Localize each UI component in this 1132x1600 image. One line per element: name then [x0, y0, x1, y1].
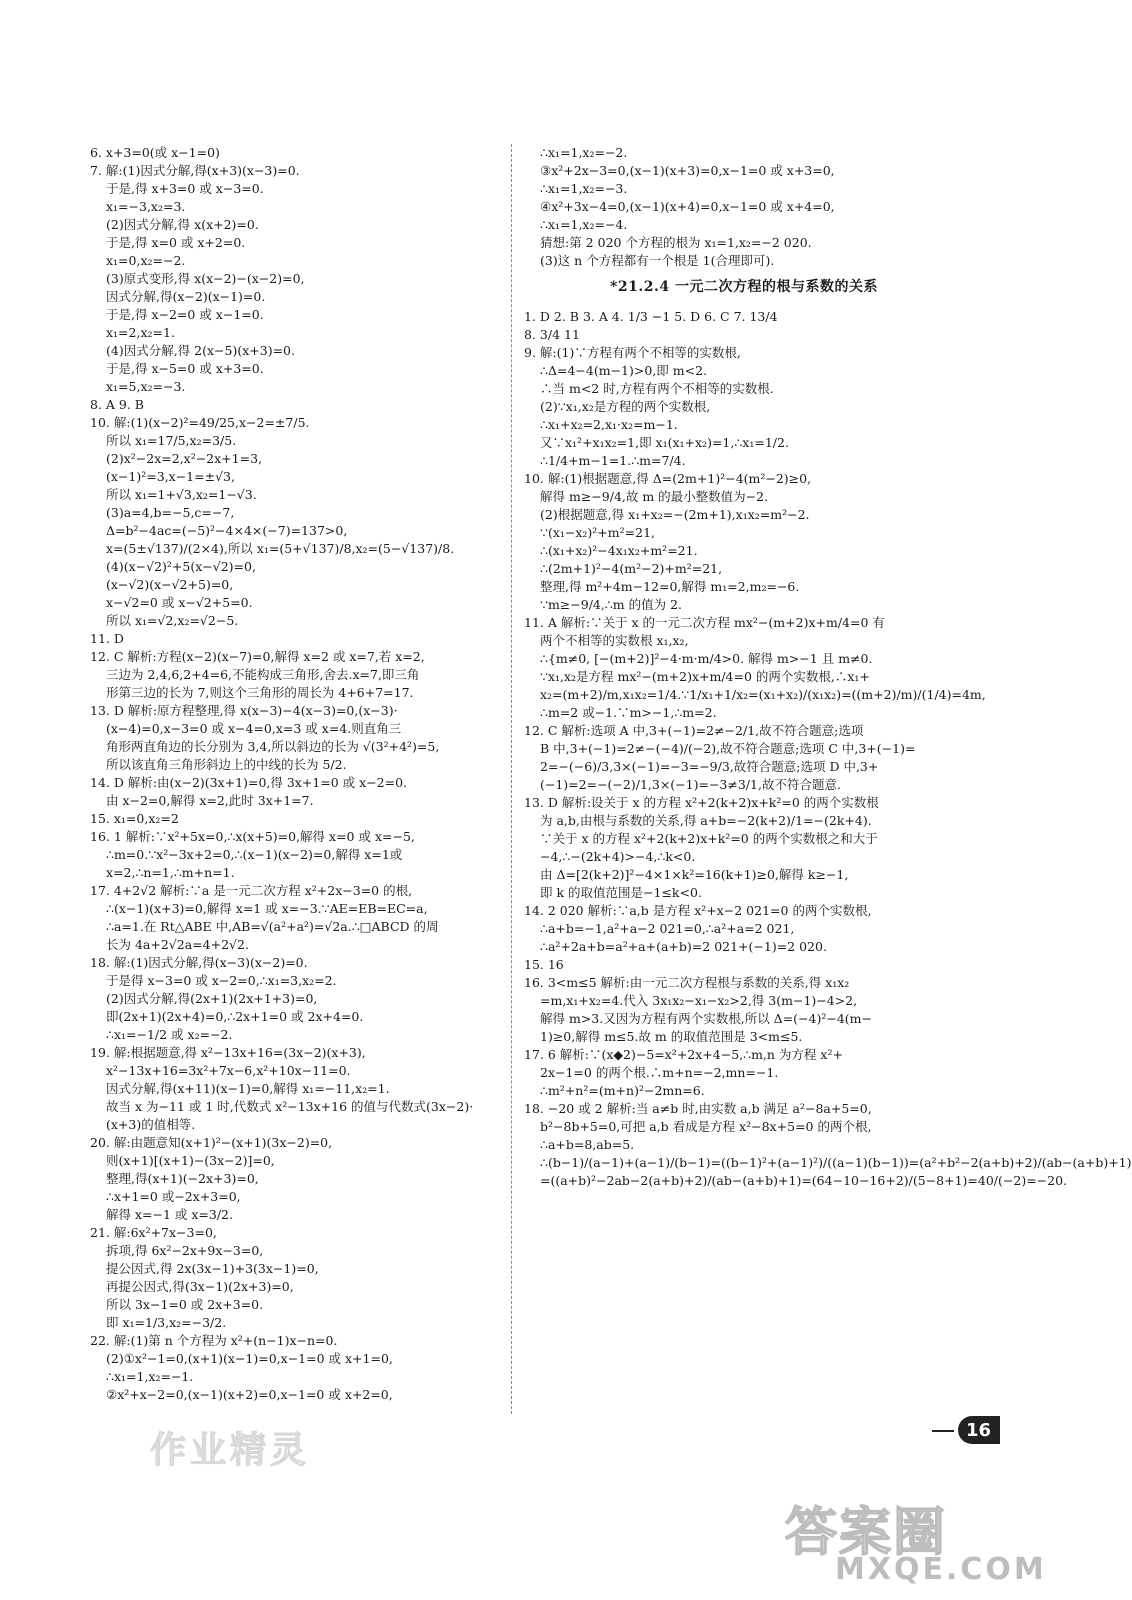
answer-line: ∴(x₁+x₂)²−4x₁x₂+m²=21.	[540, 543, 698, 558]
answer-item: 6. x+3=0(或 x−1=0)	[90, 145, 220, 160]
answer-item: 17. 4+2√2 解析:∵a 是一元二次方程 x²+2x−3=0 的根,	[90, 883, 413, 898]
answer-line: 2x−1=0 的两个根.∴m+n=−2,mn=−1.	[540, 1065, 779, 1080]
answer-line: 为 a,b,由根与系数的关系,得 a+b=−2(k+2)/1=−(2k+4).	[540, 813, 872, 828]
answer-line: ∴当 m<2 时,方程有两个不相等的实数根.	[540, 381, 774, 396]
answer-item: 22. 解:(1)第 n 个方程为 x²+(n−1)x−n=0.	[90, 1333, 338, 1348]
answer-item: 20. 解:由题意知(x+1)²−(x+1)(3x−2)=0,	[90, 1135, 333, 1150]
answer-line: 于是得 x−3=0 或 x−2=0,∴x₁=3,x₂=2.	[106, 973, 337, 988]
answer-line: ∴x+1=0 或−2x+3=0,	[106, 1189, 241, 1204]
answer-line: ∴m=2 或−1.∵m>−1,∴m=2.	[540, 705, 717, 720]
answer-line: ∴(2m+1)²−4(m²−2)+m²=21,	[540, 561, 723, 576]
answer-line: 即 k 的取值范围是−1≤k<0.	[540, 885, 702, 900]
answer-line: (2)根据题意,得 x₁+x₂=−(2m+1),x₁x₂=m²−2.	[540, 507, 810, 522]
answer-line: 1)≥0,解得 m≤5.故 m 的取值范围是 3<m≤5.	[540, 1029, 803, 1044]
answer-line: (3)原式变形,得 x(x−2)−(x−2)=0,	[106, 271, 305, 286]
watermark-right-small: MXQE.COM	[835, 1552, 1047, 1587]
watermark-right-logo	[765, 1490, 1047, 1600]
answer-line: ∴x₁+x₂=2,x₁·x₂=m−1.	[540, 417, 678, 432]
answer-line: ∵m≥−9/4,∴m 的值为 2.	[540, 597, 683, 612]
answer-line: b²−8b+5=0,可把 a,b 看成是方程 x²−8x+5=0 的两个根,	[540, 1119, 872, 1134]
answer-line: 于是,得 x−2=0 或 x−1=0.	[106, 307, 264, 322]
answer-item: 14. 2 020 解析:∵a,b 是方程 x²+x−2 021=0 的两个实数根,	[524, 903, 872, 918]
answer-item: 19. 解:根据题意,得 x²−13x+16=(3x−2)(x+3),	[90, 1045, 366, 1060]
answer-line: ∴a+b=−1,a²+a−2 021=0,∴a²+a=2 021,	[540, 921, 795, 936]
answer-line: 所以 x₁=√2,x₂=√2−5.	[106, 613, 239, 628]
answer-line: 由 x−2=0,解得 x=2,此时 3x+1=7.	[106, 793, 314, 808]
answer-line: ∴x₁=−1/2 或 x₂=−2.	[106, 1027, 233, 1042]
answer-line: 三边为 2,4,6,2+4=6,不能构成三角形,舍去.x=7,即三角	[106, 667, 420, 682]
answer-item: 11. D	[90, 631, 124, 646]
answer-item: 13. D 解析:原方程整理,得 x(x−3)−4(x−3)=0,(x−3)·	[90, 703, 398, 718]
answer-line: 拆项,得 6x²−2x+9x−3=0,	[106, 1243, 264, 1258]
answer-line: 2=−(−6)/3,3×(−1)=−3=−9/3,故符合题意;选项 D 中,3+	[540, 759, 879, 774]
answer-line: ∵(x₁−x₂)²+m²=21,	[540, 525, 656, 540]
answer-line: x²−13x+16=3x²+7x−6,x²+10x−11=0.	[106, 1063, 351, 1078]
answer-line: 所以 3x−1=0 或 2x+3=0.	[106, 1297, 264, 1312]
answer-line: x=(5±√137)/(2×4),所以 x₁=(5+√137)/8,x₂=(5−√137)/8.	[106, 541, 455, 556]
answer-line: ④x²+3x−4=0,(x−1)(x+4)=0,x−1=0 或 x+4=0,	[540, 199, 835, 214]
page-number-badge	[958, 1416, 1000, 1444]
answer-line: 所以 x₁=1+√3,x₂=1−√3.	[106, 487, 257, 502]
answer-line: x₁=2,x₂=1.	[106, 325, 175, 340]
right-main-answers	[524, 308, 1132, 1190]
answer-line: 因式分解,得(x+11)(x−1)=0,解得 x₁=−11,x₂=1.	[106, 1081, 390, 1096]
answer-line: 再提公因式,得(3x−1)(2x+3)=0,	[106, 1279, 294, 1294]
answer-line: 整理,得(x+1)(−2x+3)=0,	[106, 1171, 259, 1186]
answer-line: =((a+b)²−2ab−2(a+b)+2)/(ab−(a+b)+1)=(64−10−16+2)/(5−8+1)=40/(−2)=−20.	[540, 1173, 1068, 1188]
answer-line: (2)因式分解,得 x(x+2)=0.	[106, 217, 259, 232]
watermark-left: 作业精灵	[150, 1430, 311, 1471]
left-column	[90, 144, 500, 1404]
answer-line: 提公因式,得 2x(3x−1)+3(3x−1)=0,	[106, 1261, 319, 1276]
answer-line: ∴(b−1)/(a−1)+(a−1)/(b−1)=((b−1)²+(a−1)²)/((a−1)(b−1))=(a²+b²−2(a+b)+2)/(ab−(a+b)+1)	[540, 1155, 1132, 1170]
answer-item: 14. D 解析:由(x−2)(3x+1)=0,得 3x+1=0 或 x−2=0.	[90, 775, 408, 790]
answer-line: 解得 x=−1 或 x=3/2.	[106, 1207, 233, 1222]
answer-line: (x+3)的值相等.	[106, 1117, 196, 1132]
answer-line: −4,∴−(2k+4)>−4,∴k<0.	[540, 849, 696, 864]
answer-line: x₂=(m+2)/m,x₁x₂=1/4.∵1/x₁+1/x₂=(x₁+x₂)/(x₁x₂)=((m+2)/m)/(1/4)=4m,	[540, 687, 986, 702]
answer-line: 故当 x 为−11 或 1 时,代数式 x²−13x+16 的值与代数式(3x−2)·	[106, 1099, 474, 1114]
answer-line: (4)(x−√2)²+5(x−√2)=0,	[106, 559, 256, 574]
answer-line: 于是,得 x−5=0 或 x+3=0.	[106, 361, 264, 376]
answer-line: ③x²+2x−3=0,(x−1)(x+3)=0,x−1=0 或 x+3=0,	[540, 163, 835, 178]
answer-line: 猜想:第 2 020 个方程的根为 x₁=1,x₂=−2 020.	[540, 235, 812, 250]
answer-line: x−√2=0 或 x−√2+5=0.	[106, 595, 253, 610]
answer-line: 角形两直角边的长分别为 3,4,所以斜边的长为 √(3²+4²)=5,	[106, 739, 440, 754]
answer-line: 因式分解,得(x−2)(x−1)=0.	[106, 289, 266, 304]
answer-line: (4)因式分解,得 2(x−5)(x+3)=0.	[106, 343, 295, 358]
answer-line: ∴x₁=1,x₂=−4.	[540, 217, 628, 232]
answer-line: (3)这 n 个方程都有一个根是 1(合理即可).	[540, 253, 775, 268]
answer-line: x=2,∴n=1,∴m+n=1.	[106, 865, 235, 880]
right-column	[524, 144, 1132, 1190]
answer-item: 13. D 解析:设关于 x 的方程 x²+2(k+2)x+k²=0 的两个实数根	[524, 795, 879, 810]
answer-line: x₁=−3,x₂=3.	[106, 199, 186, 214]
column-divider	[511, 144, 512, 1414]
answer-line: B 中,3+(−1)=2≠−(−4)/(−2),故不符合题意;选项 C 中,3+(−1)=	[540, 741, 916, 756]
answer-line: 于是,得 x+3=0 或 x−3=0.	[106, 181, 264, 196]
answer-line: (3)a=4,b=−5,c=−7,	[106, 505, 235, 520]
answer-line: ∴1/4+m−1=1.∴m=7/4.	[540, 453, 686, 468]
answer-line: (x−√2)(x−√2+5)=0,	[106, 577, 234, 592]
answer-item: 21. 解:6x²+7x−3=0,	[90, 1225, 217, 1240]
answer-line: (x−4)=0,x−3=0 或 x−4=0,x=3 或 x=4.则直角三	[106, 721, 402, 736]
watermark-right-big: 答案圈	[785, 1503, 948, 1563]
answer-line: (−1)=2=−(−2)/1,3×(−1)=−3≠3/1,故不符合题意.	[540, 777, 841, 792]
answer-line: Δ=b²−4ac=(−5)²−4×4×(−7)=137>0,	[106, 523, 348, 538]
answer-line: 即(2x+1)(2x+4)=0,∴2x+1=0 或 2x+4=0.	[106, 1009, 364, 1024]
answer-item: 18. 解:(1)因式分解,得(x−3)(x−2)=0.	[90, 955, 308, 970]
answer-item: 18. −20 或 2 解析:当 a≠b 时,由实数 a,b 满足 a²−8a+5=0,	[524, 1101, 872, 1116]
answer-item: 7. 解:(1)因式分解,得(x+3)(x−3)=0.	[90, 163, 300, 178]
answer-item: 12. C 解析:选项 A 中,3+(−1)=2≠−2/1,故不符合题意;选项	[524, 723, 864, 738]
answer-item: 16. 3<m≤5 解析:由一元二次方程根与系数的关系,得 x₁x₂	[524, 975, 850, 990]
answer-item: 15. 16	[524, 957, 564, 972]
answer-line: x₁=5,x₂=−3.	[106, 379, 186, 394]
answer-line: 长为 4a+2√2a=4+2√2.	[106, 937, 249, 952]
answer-line: ∴Δ=4−4(m−1)>0,即 m<2.	[540, 363, 707, 378]
answer-line: 解得 m≥−9/4,故 m 的最小整数值为−2.	[540, 489, 769, 504]
answer-line: 由 Δ=[2(k+2)]²−4×1×k²=16(k+1)≥0,解得 k≥−1,	[540, 867, 849, 882]
page-number: 16	[966, 1419, 992, 1441]
answer-item: 12. C 解析:方程(x−2)(x−7)=0,解得 x=2 或 x=7,若 x=2,	[90, 649, 425, 664]
answer-line: (2)因式分解,得(2x+1)(2x+1+3)=0,	[106, 991, 318, 1006]
answer-item: 17. 6 解析:∵(x◆2)−5=x²+2x+4−5,∴m,n 为方程 x²+	[524, 1047, 843, 1062]
answer-line: 整理,得 m²+4m−12=0,解得 m₁=2,m₂=−6.	[540, 579, 800, 594]
answer-item: 10. 解:(1)根据题意,得 Δ=(2m+1)²−4(m²−2)≥0,	[524, 471, 812, 486]
answer-line: ∴m=0.∵x²−3x+2=0,∴(x−1)(x−2)=0,解得 x=1或	[106, 847, 403, 862]
answer-line: 两个不相等的实数根 x₁,x₂,	[540, 633, 689, 648]
answer-line: ∴x₁=1,x₂=−3.	[540, 181, 628, 196]
answer-line: 于是,得 x=0 或 x+2=0.	[106, 235, 246, 250]
answer-line: 即 x₁=1/3,x₂=−3/2.	[106, 1315, 227, 1330]
answer-item: 9. 解:(1)∵方程有两个不相等的实数根,	[524, 345, 741, 360]
answer-line: (2)x²−2x=2,x²−2x+1=3,	[106, 451, 263, 466]
answer-line: ∴a=1.在 Rt△ABE 中,AB=√(a²+a²)=√2a.∴□ABCD 的周	[106, 919, 439, 934]
right-top-answers	[524, 144, 964, 270]
answer-line: 所以 x₁=17/5,x₂=3/5.	[106, 433, 237, 448]
answer-item: 8. 3/4 11	[524, 327, 580, 342]
section-title: *21.2.4 一元二次方程的根与系数的关系	[610, 279, 878, 295]
answer-item: 1. D 2. B 3. A 4. 1/3 −1 5. D 6. C 7. 13/4	[524, 309, 778, 324]
answer-line: ∵关于 x 的方程 x²+2(k+2)x+k²=0 的两个实数根之和大于	[540, 831, 878, 846]
answer-item: 11. A 解析:∵关于 x 的一元二次方程 mx²−(m+2)x+m/4=0 有	[524, 615, 885, 630]
answer-line: ∴m²+n²=(m+n)²−2mn=6.	[540, 1083, 705, 1098]
answer-line: ∴x₁=1,x₂=−2.	[540, 145, 628, 160]
answer-item: 10. 解:(1)(x−2)²=49/25,x−2=±7/5.	[90, 415, 310, 430]
page-number-dash	[932, 1430, 954, 1432]
answer-line: ∴x₁=1,x₂=−1.	[106, 1369, 194, 1384]
answer-item: 8. A 9. B	[90, 397, 144, 412]
answer-item: 16. 1 解析:∵x²+5x=0,∴x(x+5)=0,解得 x=0 或 x=−5,	[90, 829, 415, 844]
answer-item: 15. x₁=0,x₂=2	[90, 811, 179, 826]
answer-line: 形第三边的长为 7,则这个三角形的周长为 4+6+7=17.	[106, 685, 414, 700]
answer-line: 又∵x₁²+x₁x₂=1,即 x₁(x₁+x₂)=1,∴x₁=1/2.	[540, 435, 789, 450]
answer-line: x₁=0,x₂=−2.	[106, 253, 186, 268]
answer-line: ∴{m≠0, [−(m+2)]²−4·m·m/4>0. 解得 m>−1 且 m≠0.	[540, 651, 873, 666]
answer-line: 解得 m>3.又因为方程有两个实数根,所以 Δ=(−4)²−4(m−	[540, 1011, 872, 1026]
answer-line: 则(x+1)[(x+1)−(3x−2)]=0,	[106, 1153, 275, 1168]
answer-line: ②x²+x−2=0,(x−1)(x+2)=0,x−1=0 或 x+2=0,	[106, 1387, 393, 1402]
answer-line: (2)∵x₁,x₂是方程的两个实数根,	[540, 399, 711, 414]
answer-line: (2)①x²−1=0,(x+1)(x−1)=0,x−1=0 或 x+1=0,	[106, 1351, 393, 1366]
answer-line: ∴a+b=8,ab=5.	[540, 1137, 635, 1152]
answer-line: (x−1)²=3,x−1=±√3,	[106, 469, 235, 484]
answer-line: 所以该直角三角形斜边上的中线的长为 5/2.	[106, 757, 347, 772]
answer-line: ∵x₁,x₂是方程 mx²−(m+2)x+m/4=0 的两个实数根,∴x₁+	[540, 669, 870, 684]
answer-line: =m,x₁+x₂=4.代入 3x₁x₂−x₁−x₂>2,得 3(m−1)−4>2,	[540, 993, 858, 1008]
answer-line: ∴(x−1)(x+3)=0,解得 x=1 或 x=−3.∵AE=EB=EC=a,	[106, 901, 428, 916]
answer-line: ∴a²+2a+b=a²+a+(a+b)=2 021+(−1)=2 020.	[540, 939, 827, 954]
